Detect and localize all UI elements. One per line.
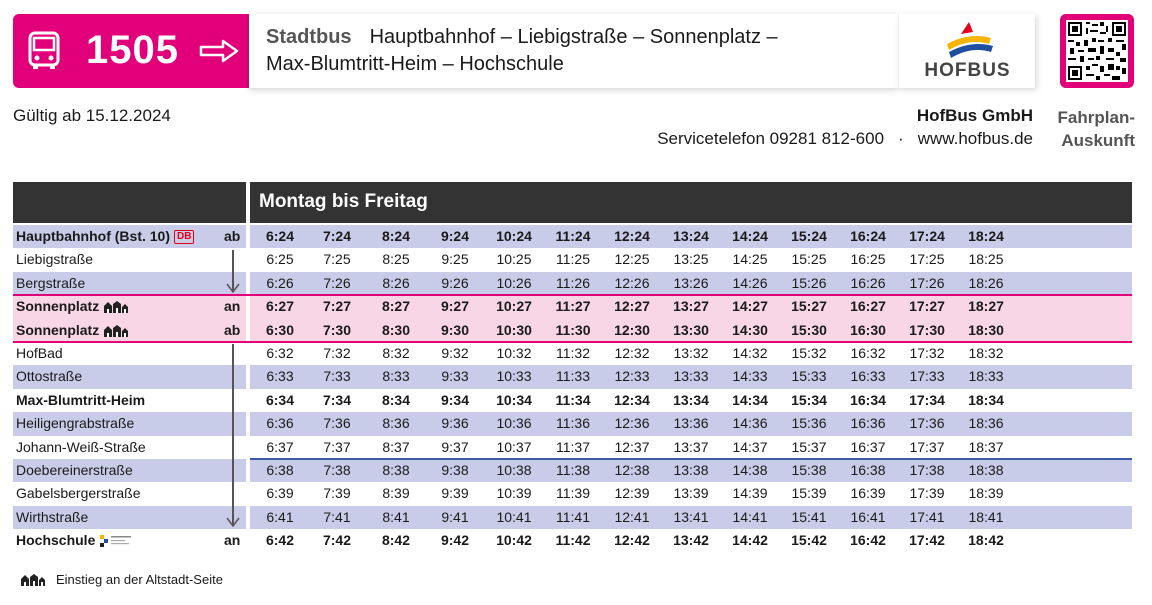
departure-time: 13:42 [673,532,709,549]
departure-time: 15:26 [791,274,827,291]
table-row [13,225,1132,248]
stop-name: Sonnenplatz [16,319,129,342]
departure-time: 15:30 [791,321,827,338]
website-link[interactable]: www.hofbus.de [917,129,1033,148]
departure-time: 11:39 [556,485,590,502]
departure-time: 8:30 [381,321,411,338]
departure-time: 14:39 [732,485,768,502]
departure-time: 14:33 [732,368,768,385]
qr-code-icon [1066,20,1128,82]
stop-name: Ottostraße [16,368,83,385]
stop-column-header [13,182,246,223]
section-divider [13,294,1132,296]
departure-time: 7:26 [323,274,351,291]
departure-time: 16:25 [850,251,886,268]
table-row [13,342,1132,365]
table-row [13,295,1132,318]
stop-name: Doebereinerstraße [16,461,133,478]
departure-time: 12:41 [614,508,650,525]
departure-time: 17:37 [909,438,945,455]
table-row [13,482,1132,505]
departure-time: 13:30 [673,321,709,338]
table-row [13,272,1132,295]
departure-time: 17:38 [909,461,945,478]
departure-time: 16:39 [850,485,886,502]
departure-time: 15:25 [791,251,827,268]
departure-time: 14:34 [732,391,768,408]
departure-time: 13:38 [673,461,709,478]
departure-time: 10:24 [496,228,532,244]
departure-time: 17:39 [909,485,945,502]
departure-time: 8:25 [382,251,410,268]
departure-time: 15:27 [791,298,827,315]
stop-name: Sonnenplatz [16,295,129,318]
departure-time: 16:32 [850,344,886,361]
departure-time: 17:34 [909,391,945,408]
departure-time: 12:25 [614,251,650,268]
departure-time: 17:32 [909,344,945,361]
departure-time: 14:36 [732,415,768,432]
departure-time: 13:26 [673,274,709,291]
departure-time: 16:33 [850,368,886,385]
departure-time: 11:24 [555,228,591,244]
table-row [13,412,1132,435]
table-row [13,529,1132,552]
departure-time: 13:41 [673,508,709,525]
valid-from: Gültig ab 15.12.2024 [13,106,171,125]
departure-time: 11:42 [555,532,591,549]
table-row [13,459,1132,482]
departure-time: 14:26 [732,274,768,291]
departure-time: 18:34 [968,391,1004,408]
departure-time: 8:26 [382,274,410,291]
departure-time: 9:25 [441,251,469,268]
departure-time: 16:42 [850,532,886,549]
table-row [13,248,1132,271]
departure-time: 12:34 [614,391,650,408]
arrival-departure-mark: ab [224,228,241,244]
departure-time: 8:32 [382,344,410,361]
departure-time: 9:41 [441,508,469,525]
departure-time: 9:42 [440,532,470,549]
arrival-departure-mark: ab [224,321,241,338]
departure-time: 17:33 [909,368,945,385]
departure-time: 8:34 [381,391,411,408]
departure-time: 6:32 [266,344,294,361]
departure-time: 7:33 [323,368,351,385]
stop-name: Max-Blumtritt-Heim [16,391,146,408]
departure-time: 6:37 [266,438,294,455]
section-divider [13,341,1132,343]
arrow-down-icon [226,283,240,293]
departure-time: 18:36 [968,415,1004,432]
departure-time: 7:34 [322,391,352,408]
stop-name: Gabelsbergerstraße [16,485,141,502]
departure-time: 8:38 [382,461,410,478]
stop-name: Bergstraße [16,274,86,291]
qr-code[interactable] [1060,14,1134,88]
day-header: Montag bis Freitag [250,182,1132,223]
departure-time: 11:26 [556,274,590,291]
departure-time: 18:32 [968,344,1004,361]
company-name: HofBus GmbH [916,106,1033,125]
departure-time: 10:26 [496,274,532,291]
departure-time: 6:26 [266,274,294,291]
departure-time: 12:26 [614,274,650,291]
departure-time: 7:41 [323,508,351,525]
departure-time: 11:30 [555,321,591,338]
departure-time: 9:32 [441,344,469,361]
hochschule-logo [99,533,135,549]
departure-time: 13:36 [673,415,709,432]
departure-time: 17:24 [909,228,945,244]
departure-time: 18:26 [968,274,1004,291]
arrow-down-icon [226,517,240,527]
departure-time: 7:36 [323,415,351,432]
departure-time: 9:27 [440,298,470,315]
departure-time: 17:30 [909,321,945,338]
departure-time: 11:37 [556,438,590,455]
departure-time: 8:24 [381,228,411,244]
departure-time: 12:39 [614,485,650,502]
direction-line [232,344,234,526]
departure-time: 7:38 [323,461,351,478]
departure-time: 18:27 [968,298,1004,315]
departure-time: 6:41 [266,508,294,525]
departure-time: 15:38 [791,461,827,478]
departure-time: 8:33 [382,368,410,385]
departure-time: 16:38 [850,461,886,478]
route-line-2: Max-Blumtritt-Heim – Hochschule [266,53,564,75]
arrival-departure-mark: an [224,532,241,549]
departure-time: 15:34 [791,391,827,408]
stop-name: Johann-Weiß-Straße [16,438,146,455]
footnote [20,572,223,587]
departure-time: 18:42 [968,532,1004,549]
departure-time: 14:37 [732,438,768,455]
service-info [657,129,1033,149]
route-description [249,14,898,88]
departure-time: 12:30 [614,321,650,338]
departure-time: 8:27 [381,298,411,315]
departure-time: 16:34 [850,391,886,408]
departure-time: 13:24 [673,228,709,244]
table-row [13,389,1132,412]
departure-time: 15:39 [791,485,827,502]
departure-time: 10:33 [496,368,532,385]
departure-time: 11:32 [556,344,590,361]
stop-name: Hochschule [16,529,135,552]
departure-time: 15:32 [791,344,827,361]
departure-time: 6:38 [266,461,294,478]
departure-time: 9:30 [440,321,470,338]
departure-time: 13:33 [673,368,709,385]
departure-time: 9:36 [441,415,469,432]
departure-time: 18:39 [968,485,1004,502]
stop-name: Liebigstraße [16,251,94,268]
departure-time: 7:27 [322,298,352,315]
departure-time: 10:27 [496,298,532,315]
departure-time: 10:39 [496,485,532,502]
departure-time: 15:33 [791,368,827,385]
route-badge [13,14,249,88]
departure-time: 10:25 [496,251,532,268]
departure-time: 18:25 [968,251,1004,268]
departure-time: 8:37 [382,438,410,455]
departure-time: 16:30 [850,321,886,338]
departure-time: 10:37 [496,438,532,455]
departure-time: 10:42 [496,532,532,549]
departure-time: 6:30 [265,321,295,338]
stop-name: Hauptbahnhof (Bst. 10) DB [16,225,194,248]
departure-time: 11:34 [555,391,591,408]
departure-time: 11:27 [555,298,591,315]
departure-time: 12:24 [614,228,650,244]
hofbus-logo-mark [943,20,995,60]
departure-time: 14:38 [732,461,768,478]
departure-time: 6:42 [265,532,295,549]
departure-time: 11:25 [556,251,590,268]
altstadt-icon [103,324,129,338]
table-row [13,436,1132,459]
departure-time: 8:36 [382,415,410,432]
separator: · [898,129,904,148]
departure-time: 9:34 [440,391,470,408]
departure-time: 8:42 [381,532,411,549]
departure-time: 18:24 [968,228,1004,244]
bus-kind: Stadtbus [266,26,352,48]
table-row [13,506,1132,529]
departure-time: 13:37 [673,438,709,455]
departure-time: 18:30 [968,321,1004,338]
bus-icon [27,31,61,71]
stop-name: Wirthstraße [16,508,89,525]
departure-time: 17:25 [909,251,945,268]
departure-time: 13:27 [673,298,709,315]
db-badge: DB [174,230,194,244]
departure-time: 11:36 [556,415,590,432]
departure-time: 17:27 [909,298,945,315]
departure-time: 6:39 [266,485,294,502]
departure-time: 7:37 [323,438,351,455]
departure-time: 12:27 [614,298,650,315]
table-row [13,319,1132,342]
departure-time: 12:37 [614,438,650,455]
altstadt-icon [20,573,46,587]
altstadt-icon [103,300,129,314]
departure-time: 16:27 [850,298,886,315]
departure-time: 6:36 [266,415,294,432]
departure-time: 6:25 [266,251,294,268]
departure-time: 7:32 [323,344,351,361]
footnote-text: Einstieg an der Altstadt-Seite [56,572,223,587]
column-divider [246,182,250,557]
departure-time: 15:37 [791,438,827,455]
logo-text: HOFBUS [924,60,1011,81]
departure-time: 14:42 [732,532,768,549]
arrival-departure-mark: an [224,298,241,315]
section-divider [250,458,1132,460]
departure-time: 17:42 [909,532,945,549]
departure-time: 14:32 [732,344,768,361]
departure-time: 18:38 [968,461,1004,478]
departure-time: 13:34 [673,391,709,408]
departure-time: 11:33 [556,368,590,385]
departure-time: 16:24 [850,228,886,244]
departure-time: 10:34 [496,391,532,408]
departure-time: 9:24 [440,228,470,244]
departure-time: 6:34 [265,391,295,408]
hofbus-logo [898,14,1035,88]
departure-time: 18:41 [968,508,1004,525]
route-number: 1505 [86,28,179,72]
departure-time: 17:26 [909,274,945,291]
departure-time: 10:30 [496,321,532,338]
departure-time: 7:25 [323,251,351,268]
departure-time: 10:38 [496,461,532,478]
departure-time: 7:42 [322,532,352,549]
departure-time: 9:33 [441,368,469,385]
stop-name: HofBad [16,344,63,361]
departure-time: 16:37 [850,438,886,455]
departure-time: 17:41 [909,508,945,525]
departure-time: 18:33 [968,368,1004,385]
departure-time: 7:39 [323,485,351,502]
departure-time: 14:24 [732,228,768,244]
departure-time: 8:39 [382,485,410,502]
route-line-1: Hauptbahnhof – Liebigstraße – Sonnenplatz – [369,26,778,48]
departure-time: 14:41 [732,508,768,525]
departure-time: 13:25 [673,251,709,268]
timetable [13,225,1132,552]
departure-time: 14:30 [732,321,768,338]
departure-time: 15:42 [791,532,827,549]
departure-time: 18:37 [968,438,1004,455]
departure-time: 17:36 [909,415,945,432]
departure-time: 16:36 [850,415,886,432]
departure-time: 6:33 [266,368,294,385]
departure-time: 13:32 [673,344,709,361]
departure-time: 14:27 [732,298,768,315]
departure-time: 15:36 [791,415,827,432]
departure-time: 12:32 [614,344,650,361]
departure-time: 10:32 [496,344,532,361]
departure-time: 15:41 [791,508,827,525]
departure-time: 6:27 [265,298,295,315]
departure-time: 12:33 [614,368,650,385]
service-phone: Servicetelefon 09281 812-600 [657,129,885,148]
departure-time: 12:38 [614,461,650,478]
departure-time: 7:24 [322,228,352,244]
departure-time: 9:26 [441,274,469,291]
departure-time: 12:36 [614,415,650,432]
departure-time: 10:36 [496,415,532,432]
stop-name: Heiligengrabstraße [16,415,135,432]
departure-time: 14:25 [732,251,768,268]
departure-time: 10:41 [496,508,532,525]
departure-time: 7:30 [322,321,352,338]
departure-time: 13:39 [673,485,709,502]
table-row [13,365,1132,388]
timetable-info-label: Fahrplan- Auskunft [1057,108,1135,150]
departure-time: 9:37 [441,438,469,455]
arrow-right-icon [199,39,239,63]
departure-time: 9:39 [441,485,469,502]
departure-time: 11:38 [556,461,590,478]
departure-time: 6:24 [265,228,295,244]
departure-time: 9:38 [441,461,469,478]
departure-time: 12:42 [614,532,650,549]
departure-time: 16:41 [850,508,886,525]
departure-time: 16:26 [850,274,886,291]
departure-time: 15:24 [791,228,827,244]
departure-time: 8:41 [382,508,410,525]
departure-time: 11:41 [556,508,590,525]
